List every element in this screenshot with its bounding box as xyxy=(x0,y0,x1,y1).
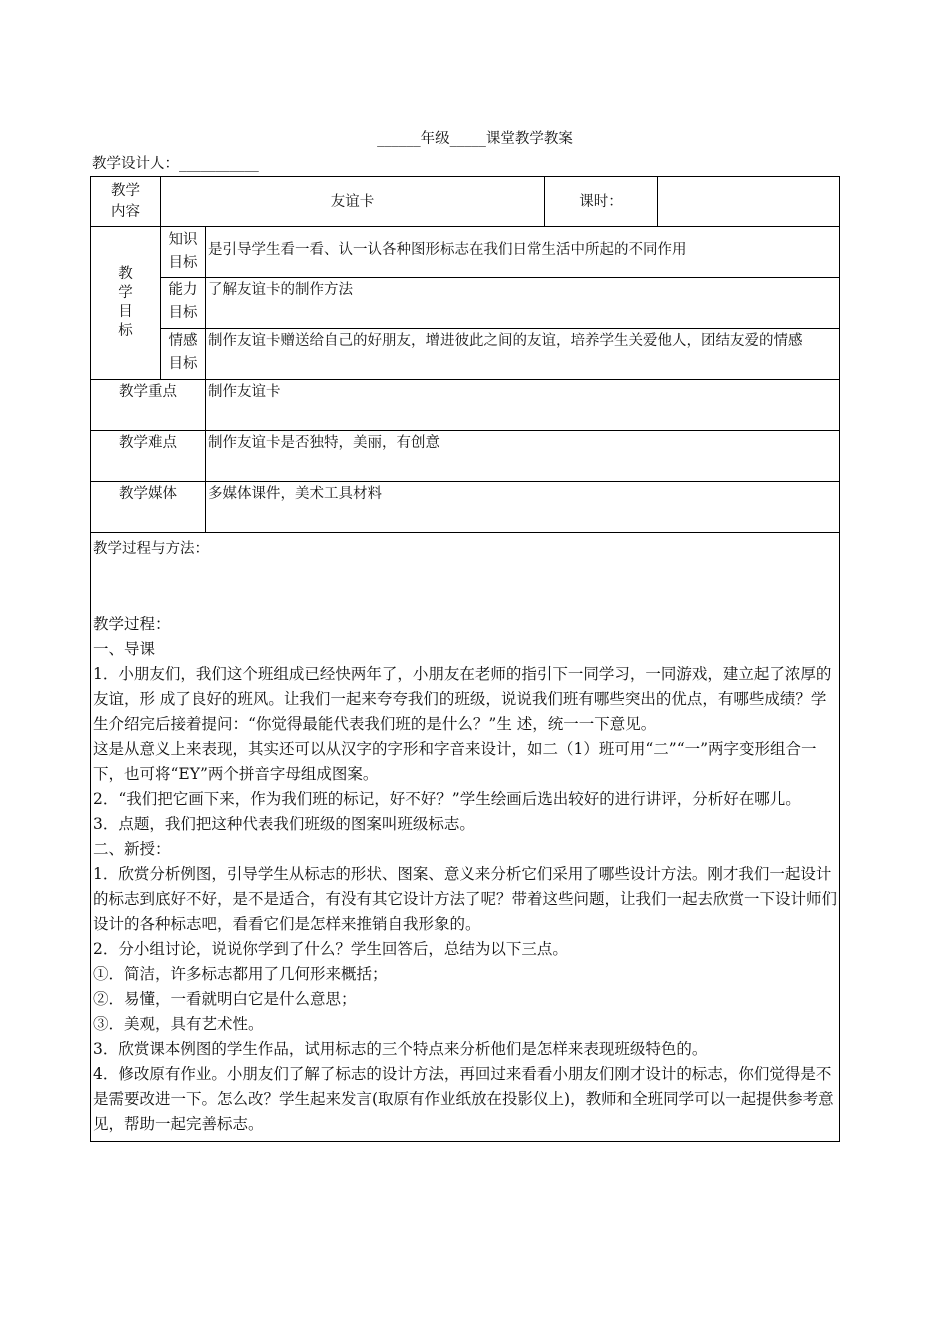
content-row xyxy=(91,177,840,227)
emotion-goal-row xyxy=(91,329,840,380)
process-line: 2．“我们把它画下来，作为我们班的标记，好不好？”学生绘画后选出较好的进行讲评，分析好在哪儿。 xyxy=(93,790,801,808)
emotion-goal-value: 制作友谊卡赠送给自己的好朋友，增进彼此之间的友谊，培养学生关爱他人，团结友爱的情感 xyxy=(206,329,840,380)
key-point-label: 教学重点 xyxy=(91,380,206,431)
content-label: 教学 内容 xyxy=(91,177,161,227)
process-line: 1．小朋友们，我们这个班组成已经快两年了，小朋友在老师的指引下一同学习，一同游戏，建立起了浓厚的友谊，形 成了良好的班风。让我们一起来夸夸我们的班级，说说我们班有哪些突出的优点，有哪些成绩？学生介绍完后接着提问：“你觉得最能代表我们班的是什么？”生 述，统一一下意见。 xyxy=(93,665,832,733)
media-row xyxy=(91,482,840,533)
ability-goal-row xyxy=(91,278,840,329)
process-line: 2．分小组讨论，说说你学到了什么？学生回答后，总结为以下三点。 xyxy=(93,940,568,958)
process-line: ③．美观，具有艺术性。 xyxy=(93,1015,264,1033)
emotion-goal-label: 情感 目标 xyxy=(161,329,206,380)
period-label: 课时： xyxy=(545,177,658,227)
difficulty-row xyxy=(91,431,840,482)
document-title: ______年级_____课堂教学教案 xyxy=(377,131,573,147)
process-line: 这是从意义上来表现，其实还可以从汉字的字形和字音来设计，如二（1）班可用“二”“一”两字变形组合一下，也可将“EY”两个拼音字母组成图案。 xyxy=(93,740,817,783)
process-line: 教学过程： xyxy=(93,615,171,633)
key-point-value: 制作友谊卡 xyxy=(206,380,840,431)
knowledge-goal-label: 知识 目标 xyxy=(161,227,206,278)
difficulty-value: 制作友谊卡是否独特，美丽，有创意 xyxy=(206,431,840,482)
lesson-plan-table xyxy=(90,176,840,1142)
media-value: 多媒体课件，美术工具材料 xyxy=(206,482,840,533)
process-line: 二、新授： xyxy=(93,840,171,858)
blank-space xyxy=(93,562,837,612)
content-value: 友谊卡 xyxy=(161,177,545,227)
key-point-row xyxy=(91,380,840,431)
knowledge-goal-row xyxy=(91,227,840,278)
ability-goal-value: 了解友谊卡的制作方法 xyxy=(206,278,840,329)
difficulty-label: 教学难点 xyxy=(91,431,206,482)
period-value xyxy=(658,177,840,227)
process-row xyxy=(91,533,840,1142)
process-line: ②．易懂，一看就明白它是什么意思； xyxy=(93,990,357,1008)
process-cell xyxy=(91,533,840,1142)
knowledge-goal-value: 是引导学生看一看、认一认各种图形标志在我们日常生活中所起的不同作用 xyxy=(206,227,840,278)
process-line: 1．欣赏分析例图，引导学生从标志的形状、图案、意义来分析它们采用了哪些设计方法。刚才我们一起设计的标志到底好不好，是不是适合，有没有其它设计方法了呢？带着这些问题，让我们一起去欣赏一下设计师们设计的各种标志吧，看看它们是怎样来推销自我形象的。 xyxy=(93,865,838,933)
process-heading: 教学过程与方法： xyxy=(93,541,209,557)
process-line: ①．简洁，许多标志都用了几何形来概括； xyxy=(93,965,388,983)
process-line: 4．修改原有作业。小朋友们了解了标志的设计方法，再回过来看看小朋友们刚才设计的标志，你们觉得是不是需要改进一下。怎么改？学生起来发言(取原有作业纸放在投影仪上)，教师和全班同学可以一起提供参考意见，帮助一起完善标志。 xyxy=(93,1065,834,1133)
media-label: 教学媒体 xyxy=(91,482,206,533)
goals-label: 教 学 目 标 xyxy=(91,227,161,380)
process-line: 3．点题，我们把这种代表我们班级的图案叫班级标志。 xyxy=(93,815,475,833)
process-line: 3．欣赏课本例图的学生作品，试用标志的三个特点来分析他们是怎样来表现班级特色的。 xyxy=(93,1040,708,1058)
process-line: 一、导课 xyxy=(93,640,156,658)
ability-goal-label: 能力 目标 xyxy=(161,278,206,329)
designer-line: 教学设计人：___________ xyxy=(92,156,259,172)
